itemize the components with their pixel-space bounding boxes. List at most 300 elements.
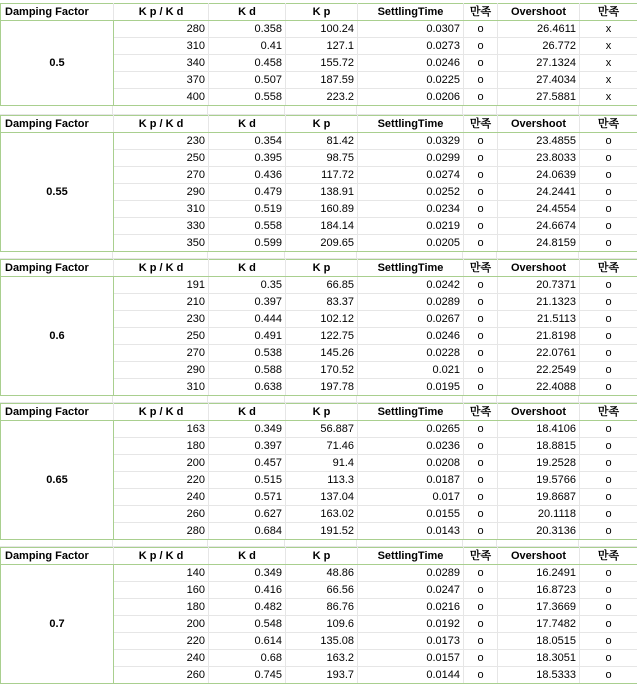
header-kp-kd[interactable]: K p / K d	[114, 116, 209, 133]
cell-overshoot[interactable]: 24.8159	[498, 235, 580, 252]
cell-kd[interactable]: 0.548	[209, 616, 286, 633]
cell-kp-kd[interactable]: 350	[114, 235, 209, 252]
cell-settling-time[interactable]: 0.017	[358, 489, 464, 506]
cell-kd[interactable]: 0.515	[209, 472, 286, 489]
cell-kd[interactable]: 0.35	[209, 277, 286, 294]
header-satisfied-2[interactable]: 만족	[580, 548, 637, 565]
cell-kd[interactable]: 0.349	[209, 421, 286, 438]
cell-satisfied-1[interactable]: o	[464, 582, 498, 599]
header-kp[interactable]: K p	[286, 548, 358, 565]
cell-settling-time[interactable]: 0.0143	[358, 523, 464, 540]
cell-kp[interactable]: 113.3	[286, 472, 358, 489]
cell-kp[interactable]: 117.72	[286, 167, 358, 184]
cell-settling-time[interactable]: 0.0187	[358, 472, 464, 489]
results-block	[0, 547, 637, 684]
empty-spacer-row[interactable]	[0, 106, 637, 115]
cell-kp-kd[interactable]: 220	[114, 472, 209, 489]
cell-kp[interactable]: 138.91	[286, 184, 358, 201]
header-kp-kd[interactable]: K p / K d	[114, 4, 209, 21]
cell-kp[interactable]: 56.887	[286, 421, 358, 438]
gridline	[112, 106, 113, 114]
cell-satisfied-1[interactable]: o	[464, 523, 498, 540]
header-satisfied-1[interactable]: 만족	[464, 4, 498, 21]
cell-kp-kd[interactable]: 230	[114, 311, 209, 328]
cell-kd[interactable]: 0.638	[209, 379, 286, 396]
empty-spacer-row[interactable]	[0, 252, 637, 259]
cell-kp-kd[interactable]: 250	[114, 328, 209, 345]
cell-kp-kd[interactable]: 280	[114, 21, 209, 38]
header-kp[interactable]: K p	[286, 4, 358, 21]
cell-settling-time[interactable]: 0.021	[358, 362, 464, 379]
cell-satisfied-2[interactable]: o	[580, 489, 637, 506]
cell-kp-kd[interactable]: 200	[114, 616, 209, 633]
cell-satisfied-1[interactable]: o	[464, 150, 498, 167]
header-row	[1, 4, 637, 21]
cell-settling-time[interactable]: 0.0219	[358, 218, 464, 235]
cell-kp[interactable]: 160.89	[286, 201, 358, 218]
cell-satisfied-1[interactable]: o	[464, 184, 498, 201]
cell-kp-kd[interactable]: 163	[114, 421, 209, 438]
header-kd[interactable]: K d	[209, 260, 286, 277]
gridline	[496, 106, 497, 114]
gridline	[284, 252, 285, 258]
cell-satisfied-2[interactable]: o	[580, 235, 637, 252]
cell-overshoot[interactable]: 18.0515	[498, 633, 580, 650]
header-kp[interactable]: K p	[286, 260, 358, 277]
cell-overshoot[interactable]: 23.8033	[498, 150, 580, 167]
cell-settling-time[interactable]: 0.0299	[358, 150, 464, 167]
cell-kp[interactable]: 187.59	[286, 72, 358, 89]
cell-kd[interactable]: 0.538	[209, 345, 286, 362]
cell-overshoot[interactable]: 27.5881	[498, 89, 580, 106]
cell-overshoot[interactable]: 22.2549	[498, 362, 580, 379]
cell-kp-kd[interactable]: 250	[114, 150, 209, 167]
cell-satisfied-2[interactable]: o	[580, 438, 637, 455]
cell-kd[interactable]: 0.68	[209, 650, 286, 667]
header-overshoot[interactable]: Overshoot	[498, 548, 580, 565]
gridline	[462, 252, 463, 258]
header-kd[interactable]: K d	[209, 548, 286, 565]
cell-kp[interactable]: 100.24	[286, 21, 358, 38]
damping-factor-value[interactable]: 0.65	[1, 421, 114, 540]
cell-satisfied-2[interactable]: o	[580, 506, 637, 523]
header-kp[interactable]: K p	[286, 116, 358, 133]
cell-kd[interactable]: 0.519	[209, 201, 286, 218]
cell-satisfied-2[interactable]: x	[580, 38, 637, 55]
cell-satisfied-1[interactable]: o	[464, 599, 498, 616]
cell-kp[interactable]: 223.2	[286, 89, 358, 106]
cell-kp-kd[interactable]: 400	[114, 89, 209, 106]
header-settling-time[interactable]: SettlingTime	[358, 260, 464, 277]
cell-satisfied-1[interactable]: o	[464, 38, 498, 55]
cell-satisfied-1[interactable]: o	[464, 565, 498, 582]
cell-satisfied-2[interactable]: o	[580, 421, 637, 438]
cell-satisfied-1[interactable]: o	[464, 489, 498, 506]
cell-satisfied-2[interactable]: o	[580, 294, 637, 311]
cell-satisfied-1[interactable]: o	[464, 218, 498, 235]
cell-kp[interactable]: 66.56	[286, 582, 358, 599]
cell-kd[interactable]: 0.558	[209, 89, 286, 106]
header-satisfied-2[interactable]: 만족	[580, 404, 637, 421]
cell-overshoot[interactable]: 24.0639	[498, 167, 580, 184]
cell-kp[interactable]: 193.7	[286, 667, 358, 684]
cell-settling-time[interactable]: 0.0144	[358, 667, 464, 684]
header-settling-time[interactable]: SettlingTime	[358, 116, 464, 133]
cell-kp-kd[interactable]: 180	[114, 438, 209, 455]
cell-overshoot[interactable]: 20.3136	[498, 523, 580, 540]
header-overshoot[interactable]: Overshoot	[498, 404, 580, 421]
cell-overshoot[interactable]: 26.772	[498, 38, 580, 55]
header-row	[1, 260, 637, 277]
cell-kp-kd[interactable]: 290	[114, 362, 209, 379]
cell-overshoot[interactable]: 20.1118	[498, 506, 580, 523]
cell-kd[interactable]: 0.482	[209, 599, 286, 616]
cell-kp-kd[interactable]: 310	[114, 201, 209, 218]
cell-satisfied-2[interactable]: o	[580, 311, 637, 328]
cell-settling-time[interactable]: 0.0289	[358, 565, 464, 582]
cell-kp[interactable]: 48.86	[286, 565, 358, 582]
cell-satisfied-2[interactable]: o	[580, 650, 637, 667]
cell-satisfied-2[interactable]: x	[580, 72, 637, 89]
cell-kd[interactable]: 0.479	[209, 184, 286, 201]
cell-settling-time[interactable]: 0.0267	[358, 311, 464, 328]
cell-satisfied-1[interactable]: o	[464, 506, 498, 523]
cell-overshoot[interactable]: 21.5113	[498, 311, 580, 328]
cell-kp[interactable]: 135.08	[286, 633, 358, 650]
cell-kd[interactable]: 0.416	[209, 582, 286, 599]
cell-kp-kd[interactable]: 140	[114, 565, 209, 582]
header-damping-factor[interactable]: Damping Factor	[1, 548, 114, 565]
header-kd[interactable]: K d	[209, 404, 286, 421]
cell-kp[interactable]: 145.26	[286, 345, 358, 362]
header-settling-time[interactable]: SettlingTime	[358, 4, 464, 21]
damping-factor-value[interactable]: 0.7	[1, 565, 114, 684]
cell-settling-time[interactable]: 0.0246	[358, 55, 464, 72]
header-overshoot[interactable]: Overshoot	[498, 260, 580, 277]
gridline	[112, 252, 113, 258]
cell-satisfied-2[interactable]: o	[580, 362, 637, 379]
cell-settling-time[interactable]: 0.0329	[358, 133, 464, 150]
cell-settling-time[interactable]: 0.0205	[358, 235, 464, 252]
cell-satisfied-1[interactable]: o	[464, 472, 498, 489]
header-overshoot[interactable]: Overshoot	[498, 4, 580, 21]
cell-settling-time[interactable]: 0.0274	[358, 167, 464, 184]
cell-settling-time[interactable]: 0.0234	[358, 201, 464, 218]
damping-factor-value[interactable]: 0.55	[1, 133, 114, 252]
cell-satisfied-2[interactable]: o	[580, 277, 637, 294]
cell-satisfied-1[interactable]: o	[464, 277, 498, 294]
cell-overshoot[interactable]: 22.0761	[498, 345, 580, 362]
cell-overshoot[interactable]: 18.3051	[498, 650, 580, 667]
cell-settling-time[interactable]: 0.0236	[358, 438, 464, 455]
cell-kp-kd[interactable]: 370	[114, 72, 209, 89]
header-damping-factor[interactable]: Damping Factor	[1, 116, 114, 133]
cell-kd[interactable]: 0.588	[209, 362, 286, 379]
cell-settling-time[interactable]: 0.0242	[358, 277, 464, 294]
cell-kp[interactable]: 71.46	[286, 438, 358, 455]
table-row	[1, 421, 637, 438]
cell-kp-kd[interactable]: 220	[114, 633, 209, 650]
header-kd[interactable]: K d	[209, 4, 286, 21]
cell-satisfied-1[interactable]: o	[464, 362, 498, 379]
cell-kp[interactable]: 109.6	[286, 616, 358, 633]
cell-kd[interactable]: 0.358	[209, 21, 286, 38]
cell-overshoot[interactable]: 18.8815	[498, 438, 580, 455]
cell-overshoot[interactable]: 27.4034	[498, 72, 580, 89]
cell-kp[interactable]: 209.65	[286, 235, 358, 252]
cell-settling-time[interactable]: 0.0173	[358, 633, 464, 650]
cell-overshoot[interactable]: 27.1324	[498, 55, 580, 72]
cell-overshoot[interactable]: 23.4855	[498, 133, 580, 150]
cell-kp-kd[interactable]: 230	[114, 133, 209, 150]
cell-kd[interactable]: 0.684	[209, 523, 286, 540]
cell-overshoot[interactable]: 22.4088	[498, 379, 580, 396]
damping-factor-value[interactable]: 0.5	[1, 21, 114, 106]
cell-kp[interactable]: 127.1	[286, 38, 358, 55]
cell-satisfied-1[interactable]: o	[464, 633, 498, 650]
cell-satisfied-1[interactable]: o	[464, 667, 498, 684]
cell-satisfied-1[interactable]: o	[464, 616, 498, 633]
cell-kp[interactable]: 137.04	[286, 489, 358, 506]
cell-settling-time[interactable]: 0.0247	[358, 582, 464, 599]
cell-kp-kd[interactable]: 210	[114, 294, 209, 311]
cell-kp[interactable]: 155.72	[286, 55, 358, 72]
cell-overshoot[interactable]: 17.3669	[498, 599, 580, 616]
header-damping-factor[interactable]: Damping Factor	[1, 404, 114, 421]
cell-kp[interactable]: 66.85	[286, 277, 358, 294]
cell-satisfied-2[interactable]: o	[580, 599, 637, 616]
cell-settling-time[interactable]: 0.0155	[358, 506, 464, 523]
cell-kd[interactable]: 0.458	[209, 55, 286, 72]
cell-settling-time[interactable]: 0.0216	[358, 599, 464, 616]
cell-satisfied-2[interactable]: o	[580, 184, 637, 201]
cell-kp[interactable]: 170.52	[286, 362, 358, 379]
empty-spacer-row[interactable]	[0, 540, 637, 547]
cell-kd[interactable]: 0.457	[209, 455, 286, 472]
cell-kp[interactable]: 184.14	[286, 218, 358, 235]
cell-kp[interactable]: 102.12	[286, 311, 358, 328]
cell-satisfied-2[interactable]: o	[580, 150, 637, 167]
cell-kp-kd[interactable]: 260	[114, 506, 209, 523]
cell-overshoot[interactable]: 19.5766	[498, 472, 580, 489]
gridline	[284, 106, 285, 114]
gridline	[462, 540, 463, 546]
header-damping-factor[interactable]: Damping Factor	[1, 260, 114, 277]
cell-kp-kd[interactable]: 191	[114, 277, 209, 294]
cell-satisfied-1[interactable]: o	[464, 421, 498, 438]
gridline	[578, 396, 579, 402]
header-overshoot[interactable]: Overshoot	[498, 116, 580, 133]
cell-satisfied-2[interactable]: o	[580, 455, 637, 472]
cell-satisfied-1[interactable]: o	[464, 55, 498, 72]
cell-overshoot[interactable]: 21.1323	[498, 294, 580, 311]
cell-satisfied-2[interactable]: o	[580, 472, 637, 489]
cell-kd[interactable]: 0.397	[209, 294, 286, 311]
header-kp-kd[interactable]: K p / K d	[114, 404, 209, 421]
cell-satisfied-1[interactable]: o	[464, 235, 498, 252]
cell-overshoot[interactable]: 16.2491	[498, 565, 580, 582]
cell-satisfied-1[interactable]: o	[464, 345, 498, 362]
gridline	[207, 396, 208, 402]
header-kp-kd[interactable]: K p / K d	[114, 548, 209, 565]
gridline	[284, 396, 285, 402]
cell-kp[interactable]: 98.75	[286, 150, 358, 167]
header-kp-kd[interactable]: K p / K d	[114, 260, 209, 277]
gridline	[356, 540, 357, 546]
cell-kd[interactable]: 0.558	[209, 218, 286, 235]
cell-satisfied-1[interactable]: o	[464, 379, 498, 396]
cell-satisfied-2[interactable]: o	[580, 582, 637, 599]
cell-kp[interactable]: 191.52	[286, 523, 358, 540]
header-satisfied-2[interactable]: 만족	[580, 116, 637, 133]
cell-kd[interactable]: 0.395	[209, 150, 286, 167]
cell-kp[interactable]: 163.2	[286, 650, 358, 667]
cell-overshoot[interactable]: 20.7371	[498, 277, 580, 294]
empty-spacer-row[interactable]	[0, 396, 637, 403]
cell-satisfied-1[interactable]: o	[464, 328, 498, 345]
cell-kd[interactable]: 0.349	[209, 565, 286, 582]
cell-settling-time[interactable]: 0.0157	[358, 650, 464, 667]
cell-satisfied-2[interactable]: o	[580, 345, 637, 362]
cell-kd[interactable]: 0.745	[209, 667, 286, 684]
cell-kd[interactable]: 0.444	[209, 311, 286, 328]
header-settling-time[interactable]: SettlingTime	[358, 404, 464, 421]
cell-kp-kd[interactable]: 260	[114, 667, 209, 684]
cell-satisfied-1[interactable]: o	[464, 167, 498, 184]
cell-kp-kd[interactable]: 270	[114, 345, 209, 362]
cell-kp-kd[interactable]: 180	[114, 599, 209, 616]
cell-overshoot[interactable]: 17.7482	[498, 616, 580, 633]
header-satisfied-1[interactable]: 만족	[464, 404, 498, 421]
cell-satisfied-2[interactable]: o	[580, 328, 637, 345]
cell-settling-time[interactable]: 0.0195	[358, 379, 464, 396]
cell-settling-time[interactable]: 0.0206	[358, 89, 464, 106]
cell-kd[interactable]: 0.397	[209, 438, 286, 455]
cell-satisfied-1[interactable]: o	[464, 650, 498, 667]
cell-satisfied-2[interactable]: o	[580, 523, 637, 540]
cell-kp[interactable]: 91.4	[286, 455, 358, 472]
cell-kp-kd[interactable]: 290	[114, 184, 209, 201]
cell-satisfied-1[interactable]: o	[464, 133, 498, 150]
header-satisfied-1[interactable]: 만족	[464, 260, 498, 277]
cell-satisfied-2[interactable]: x	[580, 55, 637, 72]
cell-satisfied-2[interactable]: o	[580, 633, 637, 650]
cell-kp[interactable]: 86.76	[286, 599, 358, 616]
cell-kd[interactable]: 0.599	[209, 235, 286, 252]
header-satisfied-2[interactable]: 만족	[580, 4, 637, 21]
cell-settling-time[interactable]: 0.0225	[358, 72, 464, 89]
cell-kd[interactable]: 0.571	[209, 489, 286, 506]
cell-kp-kd[interactable]: 340	[114, 55, 209, 72]
cell-satisfied-2[interactable]: o	[580, 201, 637, 218]
cell-satisfied-2[interactable]: o	[580, 133, 637, 150]
cell-kp[interactable]: 163.02	[286, 506, 358, 523]
cell-kd[interactable]: 0.614	[209, 633, 286, 650]
cell-settling-time[interactable]: 0.0192	[358, 616, 464, 633]
cell-kd[interactable]: 0.627	[209, 506, 286, 523]
cell-settling-time[interactable]: 0.0307	[358, 21, 464, 38]
cell-kd[interactable]: 0.41	[209, 38, 286, 55]
cell-overshoot[interactable]: 18.5333	[498, 667, 580, 684]
cell-overshoot[interactable]: 26.4611	[498, 21, 580, 38]
cell-satisfied-2[interactable]: o	[580, 667, 637, 684]
cell-satisfied-1[interactable]: o	[464, 455, 498, 472]
cell-kp-kd[interactable]: 280	[114, 523, 209, 540]
cell-kp[interactable]: 197.78	[286, 379, 358, 396]
cell-overshoot[interactable]: 16.8723	[498, 582, 580, 599]
header-satisfied-1[interactable]: 만족	[464, 548, 498, 565]
cell-satisfied-1[interactable]: o	[464, 201, 498, 218]
cell-kp[interactable]: 83.37	[286, 294, 358, 311]
header-satisfied-2[interactable]: 만족	[580, 260, 637, 277]
cell-kd[interactable]: 0.436	[209, 167, 286, 184]
cell-satisfied-1[interactable]: o	[464, 438, 498, 455]
cell-settling-time[interactable]: 0.0252	[358, 184, 464, 201]
cell-settling-time[interactable]: 0.0273	[358, 38, 464, 55]
cell-kp-kd[interactable]: 240	[114, 650, 209, 667]
cell-satisfied-1[interactable]: o	[464, 89, 498, 106]
cell-settling-time[interactable]: 0.0246	[358, 328, 464, 345]
cell-kp[interactable]: 81.42	[286, 133, 358, 150]
cell-kp-kd[interactable]: 270	[114, 167, 209, 184]
cell-kp[interactable]: 122.75	[286, 328, 358, 345]
cell-satisfied-2[interactable]: o	[580, 379, 637, 396]
cell-kd[interactable]: 0.354	[209, 133, 286, 150]
header-kd[interactable]: K d	[209, 116, 286, 133]
cell-satisfied-1[interactable]: o	[464, 72, 498, 89]
cell-satisfied-2[interactable]: o	[580, 565, 637, 582]
cell-kp-kd[interactable]: 240	[114, 489, 209, 506]
cell-satisfied-1[interactable]: o	[464, 21, 498, 38]
cell-satisfied-2[interactable]: o	[580, 616, 637, 633]
cell-satisfied-2[interactable]: o	[580, 218, 637, 235]
gridline	[356, 252, 357, 258]
cell-settling-time[interactable]: 0.0289	[358, 294, 464, 311]
header-satisfied-1[interactable]: 만족	[464, 116, 498, 133]
cell-settling-time[interactable]: 0.0228	[358, 345, 464, 362]
header-damping-factor[interactable]: Damping Factor	[1, 4, 114, 21]
cell-kd[interactable]: 0.491	[209, 328, 286, 345]
cell-overshoot[interactable]: 24.6674	[498, 218, 580, 235]
cell-overshoot[interactable]: 24.4554	[498, 201, 580, 218]
cell-satisfied-2[interactable]: x	[580, 21, 637, 38]
results-block	[0, 259, 637, 396]
cell-kp-kd[interactable]: 310	[114, 38, 209, 55]
cell-kp-kd[interactable]: 330	[114, 218, 209, 235]
damping-factor-value[interactable]: 0.6	[1, 277, 114, 396]
cell-kp-kd[interactable]: 310	[114, 379, 209, 396]
cell-kp-kd[interactable]: 200	[114, 455, 209, 472]
cell-overshoot[interactable]: 21.8198	[498, 328, 580, 345]
cell-kd[interactable]: 0.507	[209, 72, 286, 89]
cell-overshoot[interactable]: 24.2441	[498, 184, 580, 201]
gridline	[207, 106, 208, 114]
cell-settling-time[interactable]: 0.0208	[358, 455, 464, 472]
cell-satisfied-1[interactable]: o	[464, 294, 498, 311]
cell-settling-time[interactable]: 0.0265	[358, 421, 464, 438]
cell-overshoot[interactable]: 19.2528	[498, 455, 580, 472]
cell-satisfied-1[interactable]: o	[464, 311, 498, 328]
header-settling-time[interactable]: SettlingTime	[358, 548, 464, 565]
cell-kp-kd[interactable]: 160	[114, 582, 209, 599]
cell-overshoot[interactable]: 19.8687	[498, 489, 580, 506]
cell-satisfied-2[interactable]: x	[580, 89, 637, 106]
gridline	[207, 252, 208, 258]
cell-satisfied-2[interactable]: o	[580, 167, 637, 184]
gridline	[112, 540, 113, 546]
header-kp[interactable]: K p	[286, 404, 358, 421]
cell-overshoot[interactable]: 18.4106	[498, 421, 580, 438]
